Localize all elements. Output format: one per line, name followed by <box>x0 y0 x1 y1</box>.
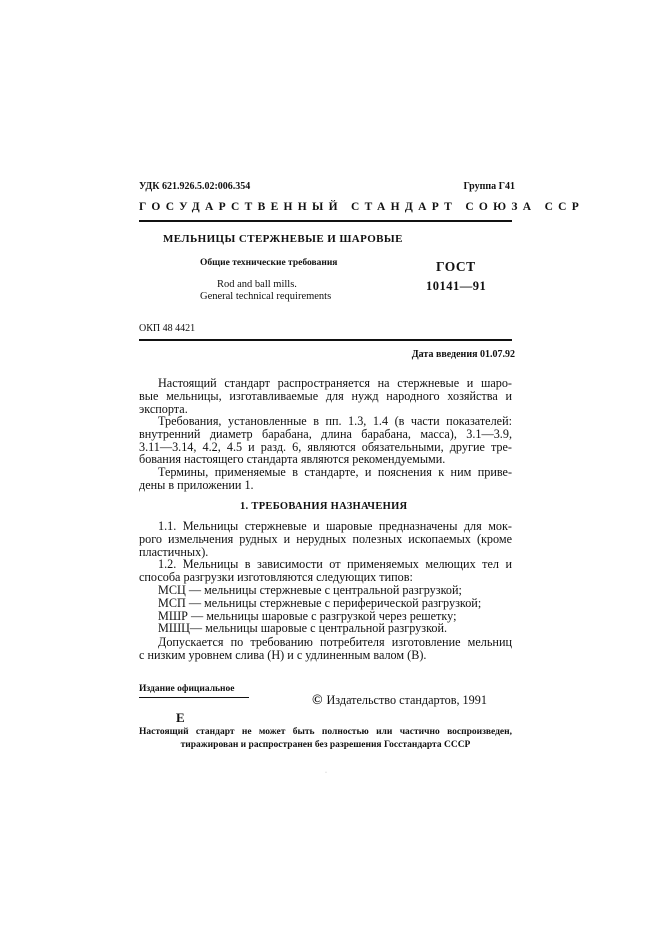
document-subtitle: Общие технические требования <box>200 258 338 268</box>
mill-type-item: МШР — мельницы шаровые с разгрузкой через решетку; <box>158 608 457 623</box>
text-line: рого измельчения рудных и нерудных полезных ископаемых (кроме <box>139 531 512 546</box>
text-line: 3.11—3.14, 4.2, 4.5 и разд. 6, являются обязательными, другие тре- <box>139 439 512 454</box>
text-line: экспорта. <box>139 401 188 416</box>
mill-type-item: МШЦ— мельницы шаровые с центральной разгрузкой. <box>158 621 448 636</box>
introduction-date: Дата введения 01.07.92 <box>411 349 515 360</box>
mill-type-item: МСЦ — мельницы стержневые с центральной разгрузкой; <box>158 583 462 597</box>
gost-number: 10141—91 <box>426 279 487 293</box>
text-line: способа разгрузки изготовляются следующих типов: <box>139 569 413 584</box>
state-standard-banner: ГОСУДАРСТВЕННЫЙ СТАНДАРТ СОЮЗА ССР <box>139 201 585 213</box>
copyright-line <box>312 693 487 709</box>
section-1-heading: 1. ТРЕБОВАНИЯ НАЗНАЧЕНИЯ <box>240 501 408 512</box>
document-title: МЕЛЬНИЦЫ СТЕРЖНЕВЫЕ И ШАРОВЫЕ <box>163 233 403 245</box>
english-title-line-2: General technical requirements <box>200 291 332 302</box>
official-edition-label: Издание официальное <box>139 684 235 694</box>
reproduction-notice-line-1: Настоящий стандарт не может быть полностью или частично воспроизведен, <box>139 727 512 737</box>
preamble-paragraph-3 <box>139 466 512 492</box>
text-line: дены в приложении 1. <box>139 477 254 492</box>
stray-mark: · <box>325 770 327 776</box>
text-line: Настоящий стандарт распространяется на стержневые и шаро- <box>158 376 512 390</box>
text-line: вые мельницы, изготавливаемые для нужд народного хозяйства и <box>139 388 512 403</box>
okp-divider <box>139 339 512 341</box>
copyright-icon: © <box>312 693 323 708</box>
udk-code: УДК 621.926.5.02:006.354 <box>139 181 251 192</box>
text-line: бования настоящего стандарта являются рекомендуемыми. <box>139 452 446 467</box>
text-line: Требования, установленные в пп. 1.3, 1.4 (в части показателей: <box>158 414 512 428</box>
english-title-line-1: Rod and ball mills. <box>217 279 297 290</box>
preamble-paragraph-2 <box>139 415 512 466</box>
text-line: внутренний диаметр барабана, длина барабана, масса), 3.1—3.9, <box>139 426 512 441</box>
group-code: Группа Г41 <box>463 181 515 192</box>
preamble-paragraph-1 <box>139 377 512 415</box>
text-line: 1.1. Мельницы стержневые и шаровые предназначены для мок- <box>158 519 512 533</box>
reproduction-notice-line-2: тиражирован и распространен без разрешения Госстандарта СССР <box>180 740 471 750</box>
text-line: Термины, применяемые в стандарте, и пояснения к ним приве- <box>158 465 512 479</box>
footer-divider <box>139 697 249 698</box>
mill-types-list <box>139 584 512 635</box>
okp-code: ОКП 48 4421 <box>139 323 196 334</box>
edition-mark: Е <box>176 710 185 725</box>
clause-1-1 <box>139 520 512 558</box>
top-divider <box>139 220 512 222</box>
clause-allowance <box>139 636 512 662</box>
clause-1-2 <box>139 558 512 584</box>
text-line: с низким уровнем слива (Н) и с удлиненным валом (В). <box>139 647 427 662</box>
copyright-text: Издательство стандартов, 1991 <box>326 693 487 707</box>
text-line: пластичных). <box>139 544 209 559</box>
text-line: Допускается по требованию потребителя изготовление мельниц <box>158 635 512 649</box>
text-line: 1.2. Мельницы в зависимости от применяемых мелющих тел и <box>158 557 512 571</box>
mill-type-item: МСП — мельницы стержневые с периферической разгрузкой; <box>158 595 482 610</box>
gost-label: ГОСТ <box>436 259 476 274</box>
